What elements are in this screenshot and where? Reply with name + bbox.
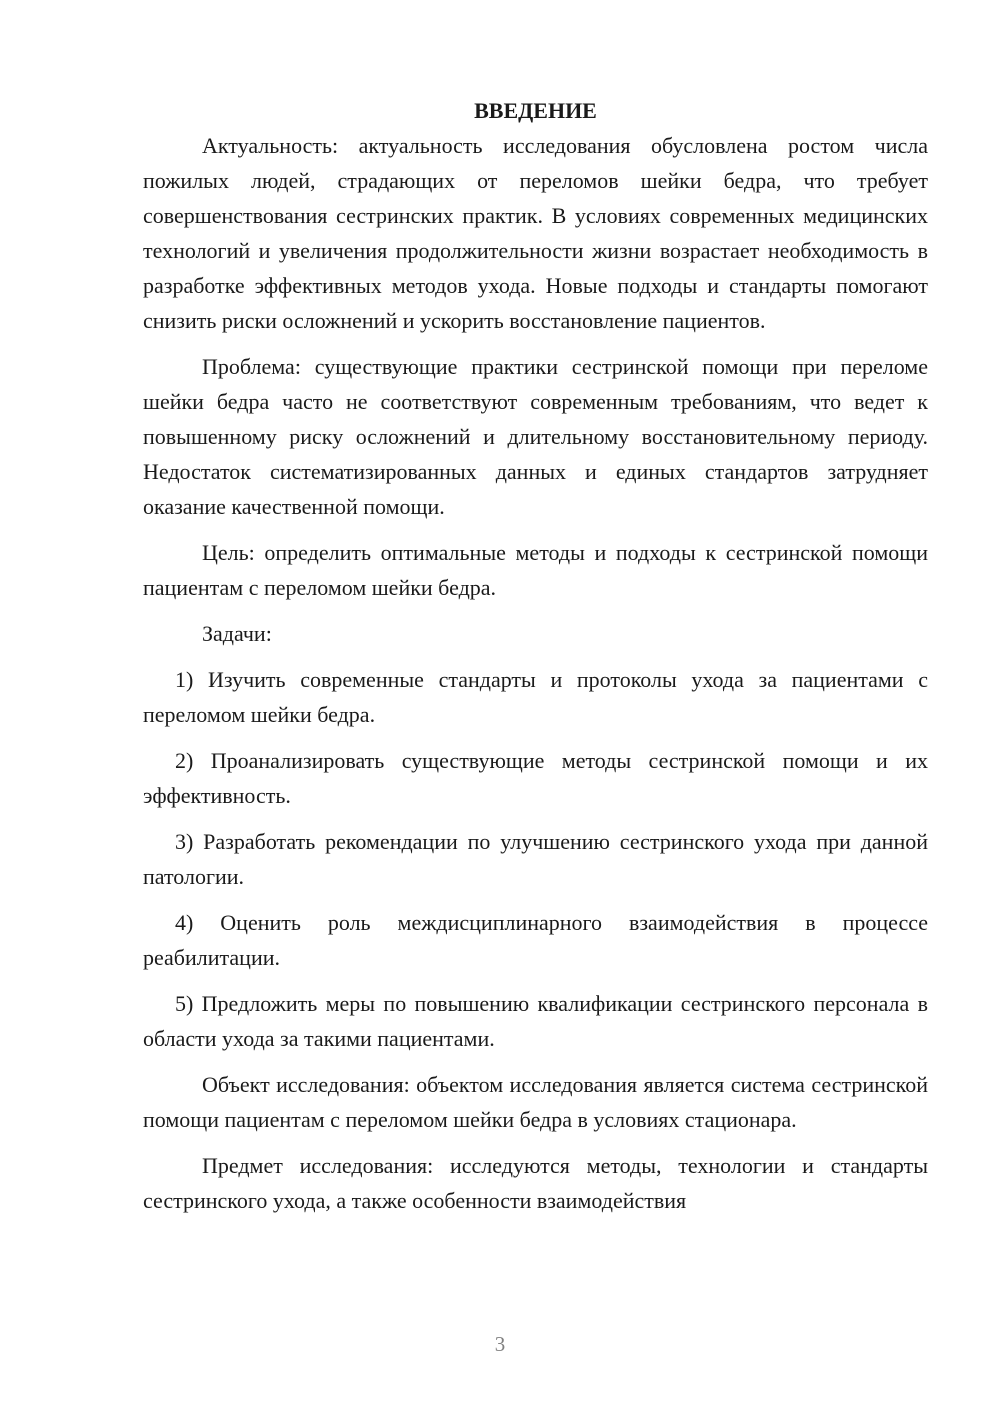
task-item-3: 3) Разработать рекомендации по улучшению сестринского ухода при данной патологии.	[143, 829, 928, 889]
paragraph-problem: Проблема: существующие практики сестринской помощи при переломе шейки бедра часто не соответствуют современным требованиям, что ведет к повышенному риску осложнений и длительному восстановительному периоду. Недостаток систематизированных данных и единых стандартов затрудняет оказание качественной помощи.	[143, 354, 928, 519]
task-item-5: 5) Предложить меры по повышению квалификации сестринского персонала в области ухода за такими пациентами.	[143, 991, 928, 1051]
paragraph-subject: Предмет исследования: исследуются методы, технологии и стандарты сестринского ухода, а также особенности взаимодействия	[143, 1153, 928, 1213]
page-content	[143, 93, 928, 1229]
section-heading: ВВЕДЕНИЕ	[474, 98, 597, 123]
tasks-heading: Задачи:	[202, 621, 272, 646]
task-item-2: 2) Проанализировать существующие методы сестринской помощи и их эффективность.	[143, 748, 928, 808]
paragraph-relevance: Актуальность: актуальность исследования обусловлена ростом числа пожилых людей, страдающих от переломов шейки бедра, что требует совершенствования сестринских практик. В условиях современных медицинских технологий и увеличения продолжительности жизни возрастает необходимость в разработке эффективных методов ухода. Новые подходы и стандарты помогают снизить риски осложнений и ускорить восстановление пациентов.	[143, 133, 928, 333]
paragraph-object: Объект исследования: объектом исследования является система сестринской помощи пациентам с переломом шейки бедра в условиях стационара.	[143, 1072, 928, 1132]
task-item-4: 4) Оценить роль междисциплинарного взаимодействия в процессе реабилитации.	[143, 910, 928, 970]
task-item-1: 1) Изучить современные стандарты и протоколы ухода за пациентами с переломом шейки бедра.	[143, 667, 928, 727]
page-number: 3	[494, 1332, 506, 1356]
paragraph-goal: Цель: определить оптимальные методы и подходы к сестринской помощи пациентам с переломом шейки бедра.	[143, 540, 928, 600]
